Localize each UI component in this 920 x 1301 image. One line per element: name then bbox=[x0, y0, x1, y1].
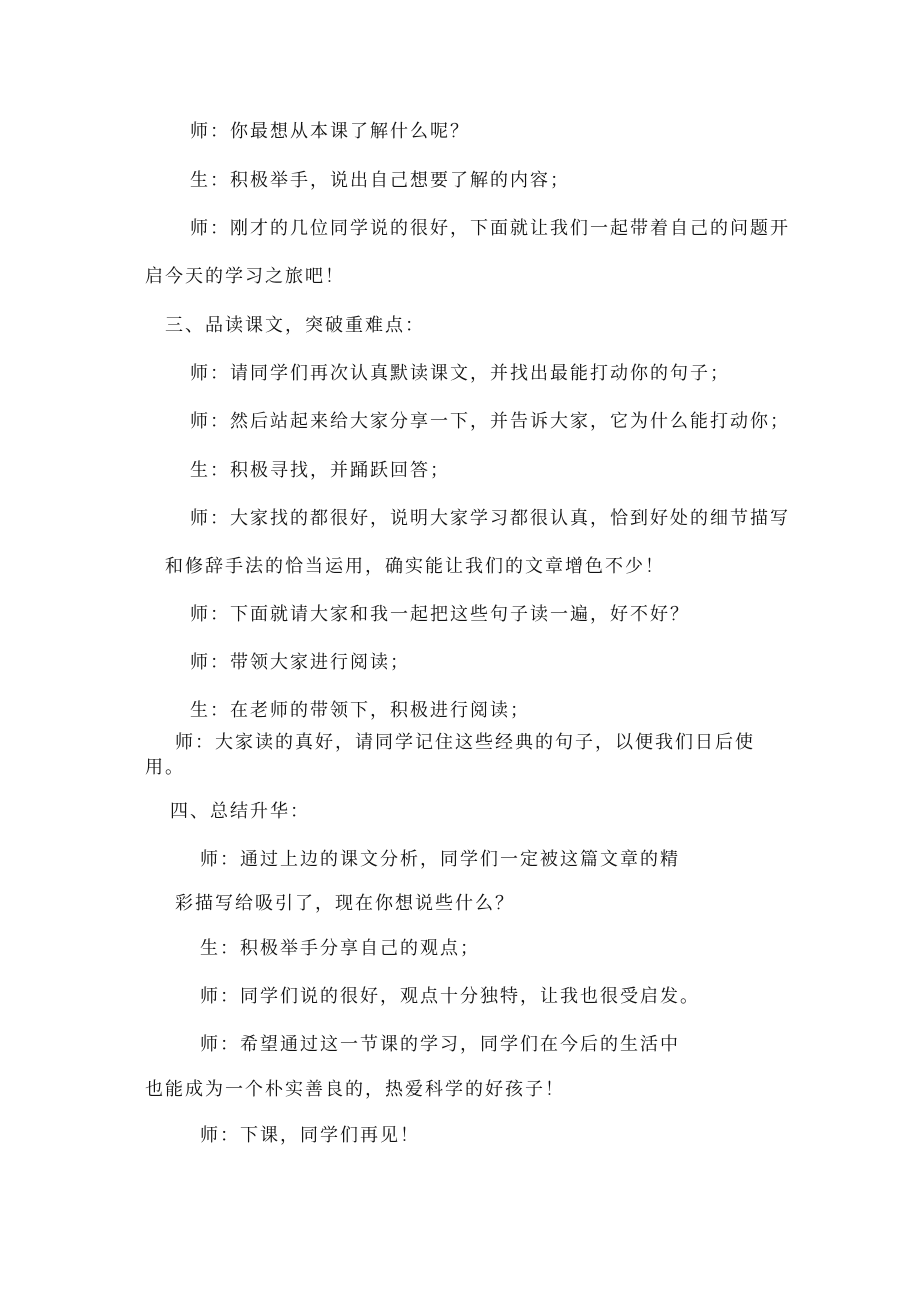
text-line: 师：带领大家进行阅读； bbox=[190, 652, 410, 673]
text-line: 和修辞手法的恰当运用，确实能让我们的文章增色不少！ bbox=[165, 556, 665, 577]
text-line: 师：下课，同学们再见！ bbox=[200, 1125, 420, 1146]
text-line: 生：在老师的带领下，积极进行阅读； bbox=[190, 700, 530, 721]
text-line: 生：积极举手分享自己的观点； bbox=[200, 938, 480, 959]
text-line: 师：刚才的几位同学说的很好，下面就让我们一起带着自己的问题开 bbox=[190, 218, 790, 239]
section-heading: 四、总结升华： bbox=[170, 801, 310, 822]
text-line: 师：然后站起来给大家分享一下，并告诉大家，它为什么能打动你； bbox=[190, 411, 790, 432]
text-line: 生：积极寻找，并踊跃回答； bbox=[190, 460, 450, 481]
text-line: 师：同学们说的很好，观点十分独特，让我也很受启发。 bbox=[200, 986, 700, 1007]
text-line: 师：下面就请大家和我一起把这些句子读一遍，好不好？ bbox=[190, 604, 690, 625]
section-heading: 三、品读课文，突破重难点： bbox=[165, 315, 425, 336]
text-line: 师：你最想从本课了解什么呢？ bbox=[190, 121, 470, 142]
text-line: 生：积极举手，说出自己想要了解的内容； bbox=[190, 170, 570, 191]
text-line: 师：大家读的真好，请同学记住这些经典的句子，以便我们日后使 bbox=[175, 732, 755, 753]
text-line: 师：通过上边的课文分析，同学们一定被这篇文章的精 bbox=[200, 849, 680, 870]
text-line: 师：大家找的都很好，说明大家学习都很认真，恰到好处的细节描写 bbox=[190, 508, 790, 529]
text-line: 师：希望通过这一节课的学习，同学们在今后的生活中 bbox=[200, 1034, 680, 1055]
text-line: 用。 bbox=[145, 757, 185, 778]
text-line: 彩描写给吸引了，现在你想说些什么？ bbox=[175, 893, 515, 914]
text-line: 师：请同学们再次认真默读课文，并找出最能打动你的句子； bbox=[190, 363, 730, 384]
text-line: 启今天的学习之旅吧！ bbox=[145, 266, 345, 287]
text-line: 也能成为一个朴实善良的，热爱科学的好孩子！ bbox=[145, 1079, 565, 1100]
